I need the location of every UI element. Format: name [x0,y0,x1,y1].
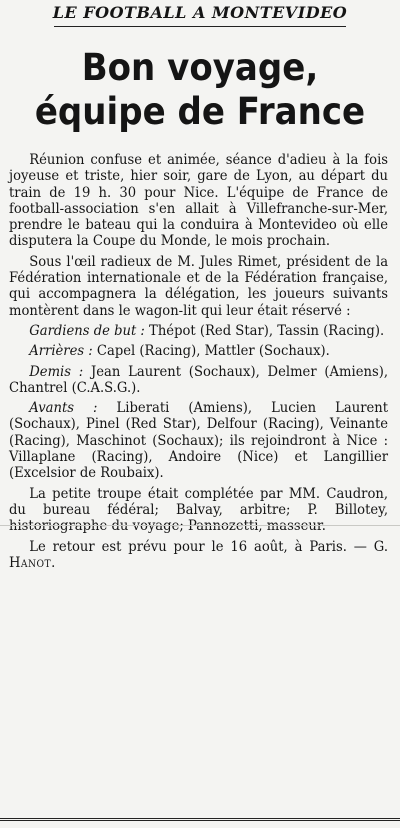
fold-line [0,525,400,526]
article-body [9,152,388,575]
bottom-rule [0,818,400,821]
return-text: Le retour est prévu pour le 16 août, à Paris. — G. [29,538,389,555]
paragraph-midfielders [9,364,388,397]
goalkeepers-label: Gardiens de but : [29,322,145,339]
paragraph-goalkeepers [9,323,388,339]
forwards-text: Liberati (Amiens), Lucien Laurent (Sochaux), Pinel (Red Star), Delfour (Racing), Veinante (Racing), Maschinot (Sochaux); ils rejoindront à Nice : Villaplane (Racing), Andoire (Nice) et Langillier (Excelsior de Roubaix). [9,400,389,482]
section-title: LE FOOTBALL A MONTEVIDEO [52,3,348,22]
paragraph-return [9,539,388,572]
goalkeepers-text: Thépot (Red Star), Tassin (Racing). [144,322,385,339]
defenders-text: Capel (Racing), Mattler (Sochaux). [92,343,330,360]
defenders-label: Arrières : [29,343,93,360]
midfielders-label: Demis : [29,363,84,380]
paragraph-staff: La petite troupe était complétée par MM. Caudron, du bureau fédéral; Balvay, arbitre; P. Billotey, historiographe du voyage; Pannozetti, masseur. [9,485,389,535]
headline-line-1: Bon voyage, [81,46,319,89]
paragraph-rimet: Sous l'œil radieux de M. Jules Rimet, président de la Fédération internationale et de la Fédération française, qui accompagnera la délégation, les joueurs suivants montèrent dans le wagon-lit qui leur était réservé : [9,253,389,319]
midfielders-text: Jean Laurent (Sochaux), Delmer (Amiens), Chantrel (C.A.S.G.). [9,363,389,396]
signature: Hanot. [9,554,56,571]
forwards-label: Avants : [29,400,98,417]
paragraph-forwards [9,400,388,481]
title-rule [54,26,346,27]
headline-line-2: équipe de France [34,90,366,133]
paragraph-intro: Réunion confuse et animée, séance d'adieu à la fois joyeuse et triste, hier soir, gare de Lyon, au départ du train de 19 h. 30 pour Nice. L'équipe de France de football-association s'en allait à Villefranche-sur-Mer, prendre le bateau qui la conduira à Montevideo où elle disputera la Coupe du Monde, le mois prochain. [9,152,389,250]
headline [16,46,384,134]
paragraph-defenders [9,343,388,359]
